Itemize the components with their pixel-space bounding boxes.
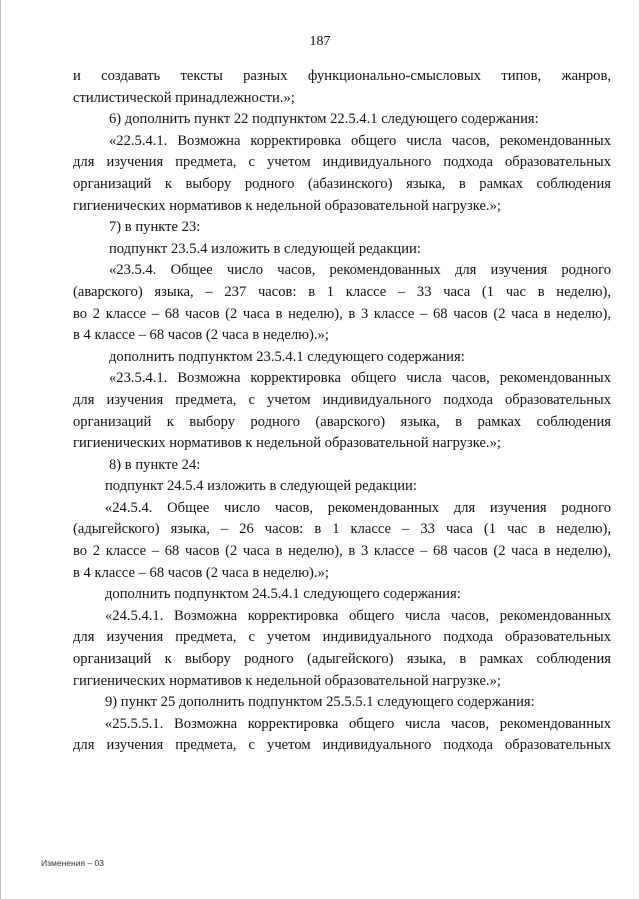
text-line: стилистической принадлежности.»; — [73, 89, 295, 106]
text-line: дополнить подпунктом 23.5.4.1 следующего содержания: — [109, 348, 465, 365]
text-line: во 2 классе – 68 часов (2 часа в неделю), в 3 классе – 68 часов (2 часа в неделю), — [73, 305, 611, 322]
text-line: «23.5.4. Общее число часов, рекомендованных для изучения родного — [109, 262, 611, 279]
text-line: гигиенических нормативов к недельной образовательной нагрузке.»; — [73, 435, 501, 452]
text-line: 7) в пункте 23: — [109, 219, 201, 236]
text-line: «22.5.4.1. Возможна корректировка общего числа часов, рекомендованных — [109, 132, 611, 149]
text-line: «24.5.4. Общее число часов, рекомендованных для изучения родного — [105, 499, 611, 516]
text-line: гигиенических нормативов к недельной образовательной нагрузке.»; — [73, 197, 501, 214]
text-line: подпункт 24.5.4 изложить в следующей редакции: — [105, 478, 417, 495]
text-line: организаций к выбору родного (абазинского) языка, в рамках соблюдения — [73, 175, 611, 192]
text-line: и создавать тексты разных функционально-смысловых типов, жанров, — [73, 68, 611, 84]
text-line: для изучения предмета, с учетом индивидуального подхода образовательных — [73, 154, 611, 171]
text-line: «25.5.5.1. Возможна корректировка общего числа часов, рекомендованных — [105, 715, 611, 732]
text-line: 8) в пункте 24: — [109, 456, 201, 473]
page-number: 187 — [309, 34, 331, 49]
text-line: (аварского) языка, – 237 часов: в 1 классе – 33 часа (1 час в неделю), — [73, 283, 611, 300]
text-line: для изучения предмета, с учетом индивидуального подхода образовательных — [73, 629, 611, 646]
text-line: организаций к выбору родного (адыгейского) языка, в рамках соблюдения — [73, 651, 611, 668]
text-line: гигиенических нормативов к недельной образовательной нагрузке.»; — [73, 672, 501, 689]
text-line: организаций к выбору родного (аварского) языка, в рамках соблюдения — [73, 413, 611, 430]
text-line: для изучения предмета, с учетом индивидуального подхода образовательных — [73, 737, 611, 754]
footer-note: Изменения – 03 — [41, 858, 104, 868]
text-line: для изучения предмета, с учетом индивидуального подхода образовательных — [73, 391, 611, 408]
text-line: дополнить подпунктом 24.5.4.1 следующего содержания: — [105, 586, 461, 603]
text-line: «24.5.4.1. Возможна корректировка общего числа часов, рекомендованных — [105, 607, 611, 624]
text-line: в 4 классе – 68 часов (2 часа в неделю).»; — [73, 564, 329, 581]
text-line: «23.5.4.1. Возможна корректировка общего числа часов, рекомендованных — [109, 370, 611, 387]
text-line: 9) пункт 25 дополнить подпунктом 25.5.5.1 следующего содержания: — [105, 694, 535, 711]
text-line: 6) дополнить пункт 22 подпунктом 22.5.4.1 следующего содержания: — [109, 111, 539, 128]
text-line: подпункт 23.5.4 изложить в следующей редакции: — [109, 240, 421, 257]
text-line: в 4 классе – 68 часов (2 часа в неделю).»; — [73, 327, 329, 344]
document-body — [73, 66, 611, 757]
text-line: (адыгейского) языка, – 26 часов: в 1 классе – 33 часа (1 час в неделю), — [73, 521, 611, 538]
text-line: во 2 классе – 68 часов (2 часа в неделю), в 3 классе – 68 часов (2 часа в неделю), — [73, 543, 611, 560]
